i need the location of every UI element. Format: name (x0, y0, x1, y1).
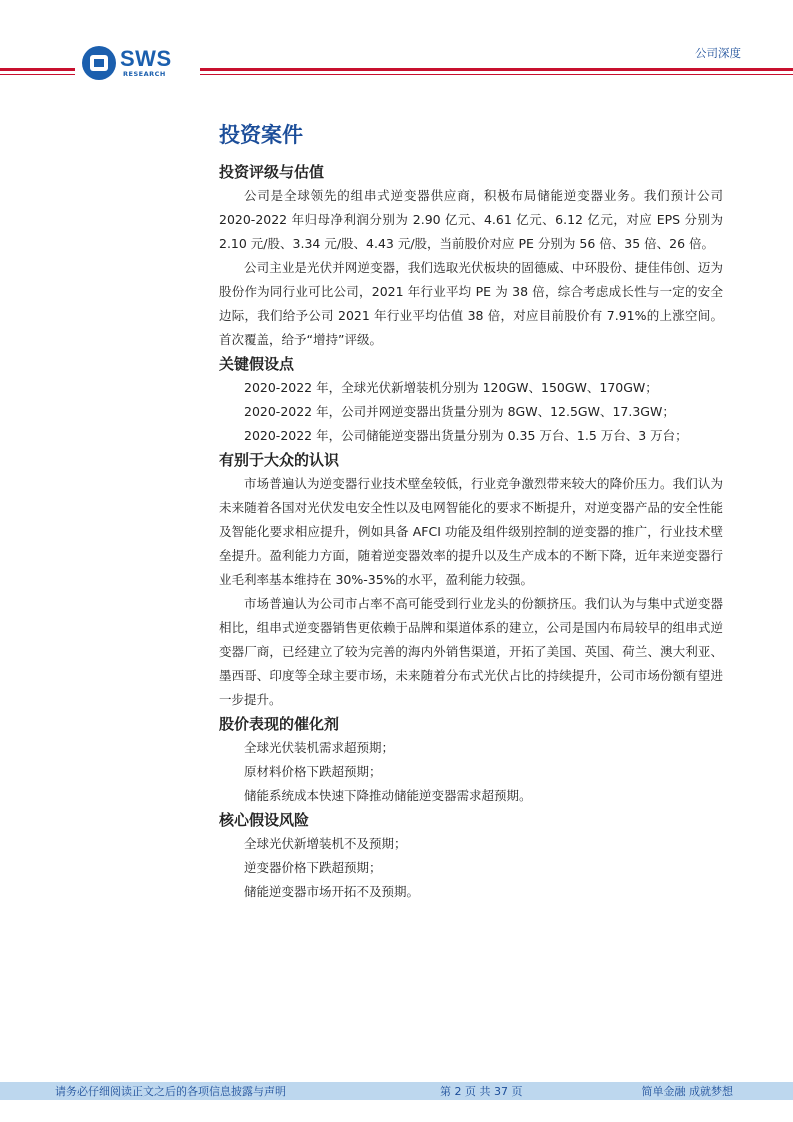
list-item: 全球光伏新增装机不及预期； (244, 836, 407, 851)
section-heading: 投资评级与估值 (219, 163, 325, 181)
paragraph: 市场普遍认为逆变器行业技术壁垒较低，行业竞争激烈带来较大的降价压力。我们认为未来随着各国对光伏发电安全性以及电网智能化的要求不断提升，对逆变器产品的安全性能及智能化要求相应提升，例如具备 AFCI 功能及组件级别控制的逆变器的推广，行业技术壁垒提升。盈利能力方面，随着逆变器效率的提升以及生产成本的不断下降，近年来逆变器行业毛利率基本维持在 30%-35%的水平，盈利能力较强。 (219, 476, 723, 587)
footer-disclaimer: 请务必仔细阅读正文之后的各项信息披露与声明 (55, 1085, 286, 1098)
header-rule-right-thin (200, 74, 793, 75)
list-item: 原材料价格下跌超预期； (244, 764, 382, 779)
header-rule-right (200, 68, 793, 71)
sws-logo (82, 44, 182, 84)
page-number: 第 2 页 共 37 页 (440, 1085, 523, 1098)
paragraph: 公司主业是光伏并网逆变器，我们选取光伏板块的固德威、中环股份、捷佳伟创、迈为股份作为同行业可比公司，2021 年行业平均 PE 为 38 倍，综合考虑成长性与一定的安全边际，我们给予公司 2021 年行业平均估值 38 倍，对应目前股价有 7.91%的上涨空间。首次覆盖，给予“增持”评级。 (219, 260, 723, 347)
footer-slogan: 简单金融 成就梦想 (641, 1085, 733, 1098)
section-heading: 核心假设风险 (219, 811, 310, 829)
list-item: 2020-2022 年，公司并网逆变器出货量分别为 8GW、12.5GW、17.3GW； (244, 404, 675, 419)
list-item: 2020-2022 年，公司储能逆变器出货量分别为 0.35 万台、1.5 万台、3 万台； (244, 428, 688, 443)
logo-mark-icon (82, 46, 116, 80)
list-item: 储能系统成本快速下降推动储能逆变器需求超预期。 (244, 788, 532, 803)
logo-subtext: RESEARCH (123, 70, 166, 78)
header-rule-left (0, 68, 75, 71)
section-heading: 关键假设点 (219, 355, 295, 373)
document-type: 公司深度 (695, 46, 741, 60)
header-rule-left-thin (0, 74, 75, 75)
list-item: 储能逆变器市场开拓不及预期。 (244, 884, 420, 899)
list-item: 2020-2022 年，全球光伏新增装机分别为 120GW、150GW、170GW； (244, 380, 658, 395)
logo-text: SWS (120, 46, 172, 71)
section-heading: 有别于大众的认识 (219, 451, 340, 469)
page-title: 投资案件 (219, 123, 303, 147)
paragraph: 公司是全球领先的组串式逆变器供应商，积极布局储能逆变器业务。我们预计公司2020-2022 年归母净利润分别为 2.90 亿元、4.61 亿元、6.12 亿元，对应 EPS 分别为 2.10 元/股、3.34 元/股、4.43 元/股，当前股价对应 PE 分别为 56 倍、35 倍、26 倍。 (219, 188, 723, 251)
page-header (0, 0, 793, 90)
section-heading: 股价表现的催化剂 (219, 715, 340, 733)
report-body (219, 120, 723, 904)
list-item: 全球光伏装机需求超预期； (244, 740, 395, 755)
paragraph: 市场普遍认为公司市占率不高可能受到行业龙头的份额挤压。我们认为与集中式逆变器相比，组串式逆变器销售更依赖于品牌和渠道体系的建立，公司是国内布局较早的组串式逆变器厂商，已经建立了较为完善的海内外销售渠道，开拓了美国、英国、荷兰、澳大利亚、墨西哥、印度等全球主要市场，未来随着分布式光伏占比的持续提升，公司市场份额有望进一步提升。 (219, 596, 723, 707)
list-item: 逆变器价格下跌超预期； (244, 860, 382, 875)
